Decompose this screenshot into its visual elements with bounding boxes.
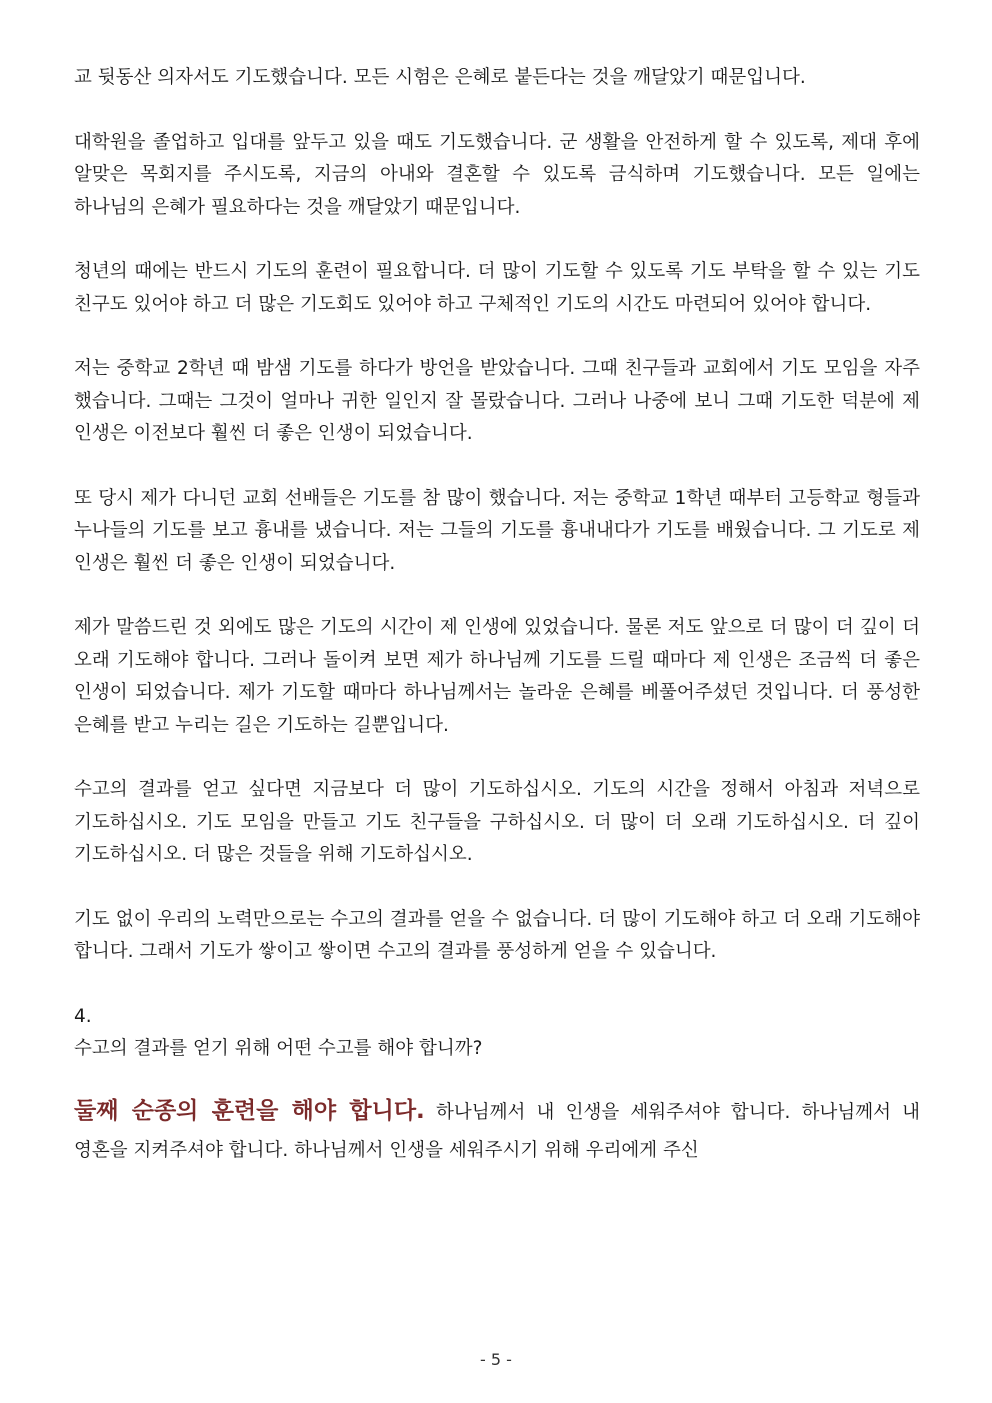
document-page (74, 62, 920, 1170)
final-paragraph-body: 하나님께서 내 인생을 세워주셔야 합니다. 하나님께서 내 영혼을 지켜주셔야 합니다. 하나님께서 인생을 세워주시기 위해 우리에게 주신 (74, 1101, 920, 1161)
question-number: 4. (74, 1005, 92, 1027)
question-block (74, 1001, 920, 1066)
paragraph-2: 대학원을 졸업하고 입대를 앞두고 있을 때도 기도했습니다. 군 생활을 안전하게 할 수 있도록, 제대 후에 알맞은 목회지를 주시도록, 지금의 아내와 결혼할 수 있도록 금식하며 기도했습니다. 모든 일에는 하나님의 은혜가 필요하다는 것을 깨달았기 때문입니다. (74, 131, 920, 218)
paragraph-7: 수고의 결과를 얻고 싶다면 지금보다 더 많이 기도하십시오. 기도의 시간을 정해서 아침과 저녁으로 기도하십시오. 기도 모임을 만들고 기도 친구들을 구하십시오. 더 많이 더 오래 기도하십시오. 더 깊이 기도하십시오. 더 많은 것들을 위해 기도하십시오. (74, 779, 920, 865)
paragraph-6: 제가 말씀드린 것 외에도 많은 기도의 시간이 제 인생에 있었습니다. 물론 저도 앞으로 더 많이 더 깊이 더 오래 기도해야 합니다. 그러나 돌이켜 보면 제가 하나님께 기도를 드릴 때마다 제 인생은 조금씩 더 좋은 인생이 되었습니다. 제가 기도할 때마다 하나님께서는 놀라운 은혜를 베풀어주셨던 것입니다. 더 풍성한 은혜를 받고 누리는 길은 기도하는 길뿐입니다. (74, 617, 920, 736)
paragraph-4: 저는 중학교 2학년 때 밤샘 기도를 하다가 방언을 받았습니다. 그때 친구들과 교회에서 기도 모임을 자주 했습니다. 그때는 그것이 얼마나 귀한 일인지 잘 몰랐습니다. 그러나 나중에 보니 그때 기도한 덕분에 제 인생은 이전보다 훨씬 더 좋은 인생이 되었습니다. (74, 358, 920, 444)
paragraph-8: 기도 없이 우리의 노력만으로는 수고의 결과를 얻을 수 없습니다. 더 많이 기도해야 하고 더 오래 기도해야 합니다. 그래서 기도가 쌓이고 쌓이면 수고의 결과를 풍성하게 얻을 수 있습니다. (74, 908, 920, 962)
paragraph-1: 교 뒷동산 의자서도 기도했습니다. 모든 시험은 은혜로 붙든다는 것을 깨달았기 때문입니다. (74, 67, 806, 88)
paragraph-5: 또 당시 제가 다니던 교회 선배들은 기도를 참 많이 했습니다. 저는 중학교 1학년 때부터 고등학교 형들과 누나들의 기도를 보고 흉내를 냈습니다. 저는 그들의 기도를 흉내내다가 기도를 배웠습니다. 그 기도로 제 인생은 훨씬 더 좋은 인생이 되었습니다. (74, 487, 920, 574)
page-number: - 5 - (480, 1350, 512, 1369)
question-text: 수고의 결과를 얻기 위해 어떤 수고를 해야 합니까? (74, 1038, 483, 1059)
section-heading: 둘째 순종의 훈련을 해야 합니다. (74, 1097, 425, 1124)
final-paragraph (74, 1092, 920, 1170)
paragraph-3: 청년의 때에는 반드시 기도의 훈련이 필요합니다. 더 많이 기도할 수 있도록 기도 부탁을 할 수 있는 기도 친구도 있어야 하고 더 많은 기도회도 있어야 하고 구체적인 기도의 시간도 마련되어 있어야 합니다. (74, 261, 920, 315)
